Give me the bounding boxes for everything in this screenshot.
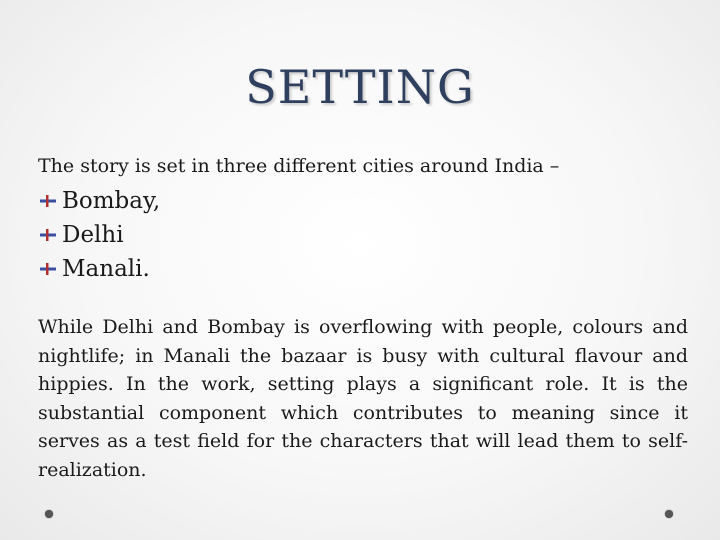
bullet-marker-icon [38, 192, 60, 210]
corner-dot-right [665, 510, 673, 518]
bullet-item-bombay [38, 184, 160, 218]
bullet-label: Manali. [62, 256, 150, 282]
bullet-marker-icon [38, 260, 60, 278]
bullet-label: Bombay, [62, 188, 161, 214]
city-bullet-list [38, 184, 160, 286]
slide-title: SETTING [245, 60, 475, 114]
body-paragraph: While Delhi and Bombay is overflowing with people, colours and nightlife; in Manali the bazaar is busy with cultural flavour and hippies. In the work, setting plays a significant role. It is the substantial component which contributes to meaning since it serves as a test field for the characters that will lead them to self-realization. [38, 316, 688, 481]
corner-dot-left [45, 510, 53, 518]
bullet-label: Delhi [62, 222, 124, 248]
intro-text: The story is set in three different cities around India – [38, 155, 560, 177]
bullet-item-manali [38, 252, 160, 286]
bullet-marker-icon [38, 226, 60, 244]
bullet-item-delhi [38, 218, 160, 252]
